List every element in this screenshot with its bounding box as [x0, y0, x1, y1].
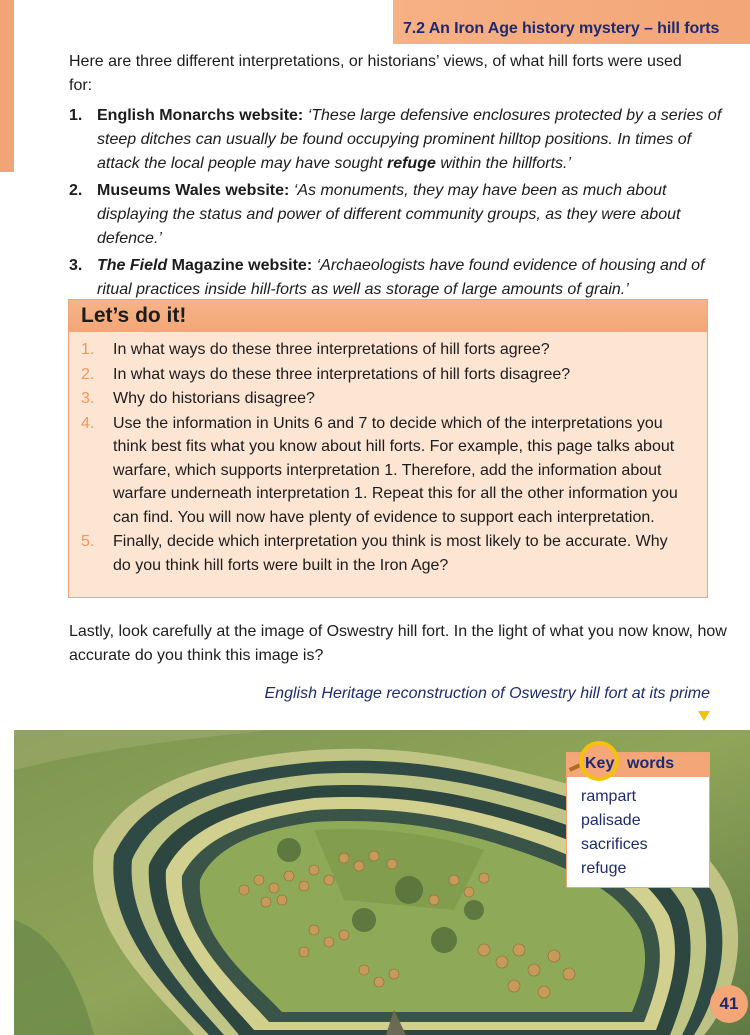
key-word-item: refuge [581, 860, 627, 877]
chapter-side-tab [0, 0, 14, 172]
task-list [69, 332, 707, 577]
task-item [69, 412, 707, 530]
task-number: 3. [81, 390, 95, 407]
task-item [69, 387, 707, 411]
task-number: 4. [81, 414, 95, 432]
panel-title: Let’s do it! [69, 300, 707, 332]
quote-text: ‘Archaeologists have found evidence of housing and of ritual practices inside hill-forts as well as storage of large amounts of grain.’ [97, 257, 705, 298]
task-text: Use the information in Units 6 and 7 to decide which of the interpretations you think best fits what you know about hill forts. For example, this page talks about warfare, which supports interpretation 1. Therefore, add the information about warfare underneath interpretation 1. Repeat this for all the other information you can find. You will now have plenty of evidence to support each interpretation. [113, 414, 678, 526]
intro-paragraph: Here are three different interpretations, or historians’ views, of what hill forts were used for: [69, 53, 682, 94]
key-words-header [567, 753, 709, 777]
interpretation-item [69, 254, 729, 302]
interpretation-item [69, 179, 729, 251]
task-text: In what ways do these three interpretations of hill forts disagree? [113, 365, 571, 383]
task-item [69, 338, 707, 362]
task-item [69, 363, 707, 387]
task-number: 2. [81, 365, 95, 383]
interpretation-item [69, 104, 729, 176]
key-word-item: rampart [581, 788, 637, 805]
page-number: 41 [710, 985, 748, 1023]
source-italic: The Field [97, 257, 168, 274]
task-item [69, 530, 707, 577]
item-number: 1. [69, 107, 83, 124]
section-title: 7.2 An Iron Age history mystery – hill forts [403, 20, 720, 37]
task-number: 5. [81, 533, 95, 550]
quote-text: ‘As monuments, they may have been as much about displaying the status and power of different community groups, as they were about defence.’ [97, 182, 681, 247]
key-words-label-words: words [627, 755, 675, 772]
key-words-list [567, 777, 709, 881]
key-words-label-key: Key [585, 755, 615, 772]
source-label: Museums Wales website: [97, 182, 294, 199]
section-header [393, 0, 750, 44]
quote-text: ‘These large defensive enclosures protected by a series of steep ditches can usually be found occupying prominent hilltop positions. In times of attack the local people may have sought [97, 107, 722, 172]
item-number: 3. [69, 257, 83, 274]
key-word-item: sacrifices [581, 836, 648, 853]
task-number: 1. [81, 341, 95, 358]
quote-text-end: within the hillforts.’ [435, 155, 572, 172]
image-caption: English Heritage reconstruction of Oswestry hill fort at its prime [264, 685, 710, 702]
task-text: Finally, decide which interpretation you think is most likely to be accurate. Why do you think hill forts were built in the Iron Age? [113, 533, 668, 574]
key-words-box [566, 752, 710, 888]
keyword-highlight: refuge [386, 155, 436, 172]
caption-arrow-icon [698, 711, 710, 721]
task-text: In what ways do these three interpretations of hill forts agree? [113, 341, 550, 358]
source-name [97, 182, 294, 199]
closing-paragraph: Lastly, look carefully at the image of Oswestry hill fort. In the light of what you now know, how accurate do you think this image is? [69, 623, 727, 664]
item-number: 2. [69, 182, 83, 199]
source-name [97, 257, 317, 274]
source-label: English Monarchs website: [97, 107, 308, 124]
lets-do-it-panel [68, 299, 708, 598]
source-name [97, 107, 308, 124]
interpretations-list [69, 104, 729, 305]
task-text: Why do historians disagree? [113, 390, 315, 407]
source-label: Magazine website: [167, 257, 317, 274]
key-word-item: palisade [581, 812, 641, 829]
